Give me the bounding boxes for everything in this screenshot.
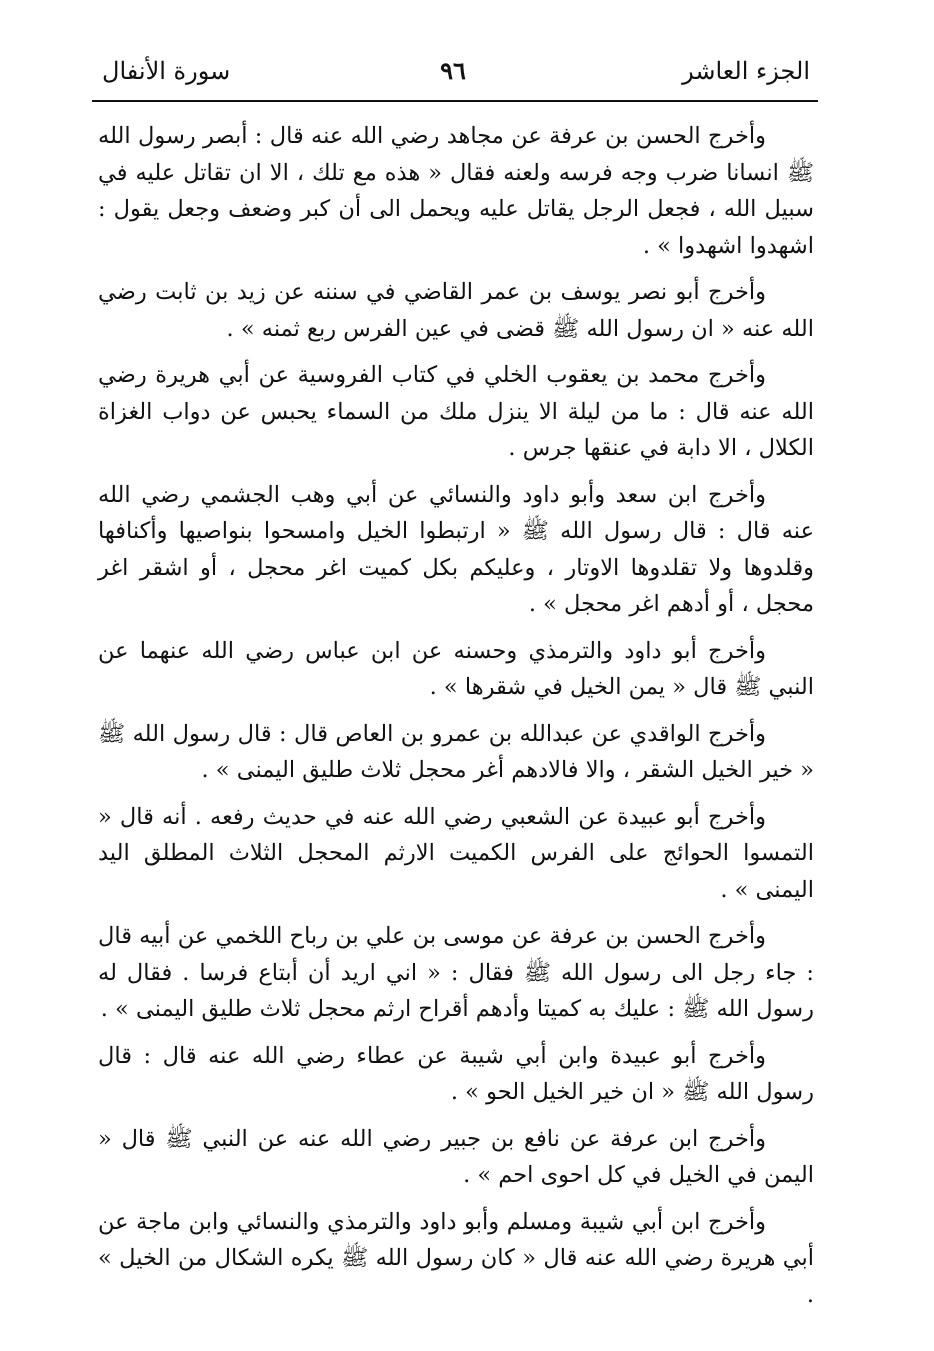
paragraph: وأخرج ابن سعد وأبو داود والنسائي عن أبي وهب الجشمي رضي الله عنه قال : قال رسول الله ﷺ « ارتبطوا الخيل وامسحوا بنواصيها وأكنافها وقلدوها ولا تقلدوها الاوتار ، وعليكم بكل كميت اغر محجل ، أو اشقر اغر محجل ، أو أدهم اغر محجل » .: [98, 481, 814, 617]
paragraph: وأخرج الحسن بن عرفة عن مجاهد رضي الله عنه قال : أبصر رسول الله ﷺ انسانا ضرب وجه فرسه ولعنه فقال « هذه مع تلك ، الا ان تقاتل عليه في سبيل الله ، فجعل الرجل يقاتل عليه ويحمل الى أن كبر وضعف وجعل يقول : اشهدوا اشهدوا » .: [98, 123, 814, 259]
paragraph: وأخرج الحسن بن عرفة عن موسى بن علي بن رباح اللخمي عن أبيه قال : جاء رجل الى رسول الله ﷺ فقال : « اني اريد أن أبتاع فرسا . فقال له رسول الله ﷺ : عليك به كميتا وأدهم أقراح ارثم محجل ثلاث طليق اليمنى » .: [98, 923, 814, 1022]
paragraph: وأخرج أبو عبيدة وابن أبي شيبة عن عطاء رضي الله عنه قال : قال رسول الله ﷺ « ان خير الخيل الحو » .: [98, 1042, 814, 1105]
page-body: [98, 118, 814, 1323]
paragraph: وأخرج أبو داود والترمذي وحسنه عن ابن عباس رضي الله عنهما عن النبي ﷺ قال « يمن الخيل في شقرها » .: [98, 637, 814, 700]
paragraph: وأخرج محمد بن يعقوب الخلي في كتاب الفروسية عن أبي هريرة رضي الله عنه قال : ما من ليلة الا ينزل ملك من السماء يحبس عن دواب الغزاة الكلال ، الا دابة في عنقها جرس .: [98, 362, 814, 461]
page-header: [92, 50, 814, 96]
surah-title: سورة الأنفال: [102, 57, 231, 85]
paragraph: وأخرج ابن أبي شيبة ومسلم وأبو داود والترمذي والنسائي وابن ماجة عن أبي هريرة رضي الله عنه قال « كان رسول الله ﷺ يكره الشكال من الخيل » .: [98, 1208, 814, 1308]
part-title: الجزء العاشر: [682, 57, 810, 85]
header-divider: [92, 100, 818, 102]
page-number: ٩٦: [440, 56, 466, 85]
paragraph: وأخرج ابن عرفة عن نافع بن جبير رضي الله عنه عن النبي ﷺ قال « اليمن في الخيل في كل احوى احم » .: [98, 1125, 814, 1188]
paragraph: وأخرج الواقدي عن عبدالله بن عمرو بن العاص قال : قال رسول الله ﷺ « خير الخيل الشقر ، والا فالادهم أغر محجل ثلاث طليق اليمنى » .: [98, 720, 814, 783]
paragraph: وأخرج أبو عبيدة عن الشعبي رضي الله عنه في حديث رفعه . أنه قال « التمسوا الحوائج على الفرس الكميت الارثم المحجل الثلاث المطلق اليد اليمنى » .: [98, 803, 814, 903]
paragraph: وأخرج أبو نصر يوسف بن عمر القاضي في سننه عن زيد بن ثابت رضي الله عنه « ان رسول الله ﷺ قضى في عين الفرس ربع ثمنه » .: [98, 279, 814, 342]
